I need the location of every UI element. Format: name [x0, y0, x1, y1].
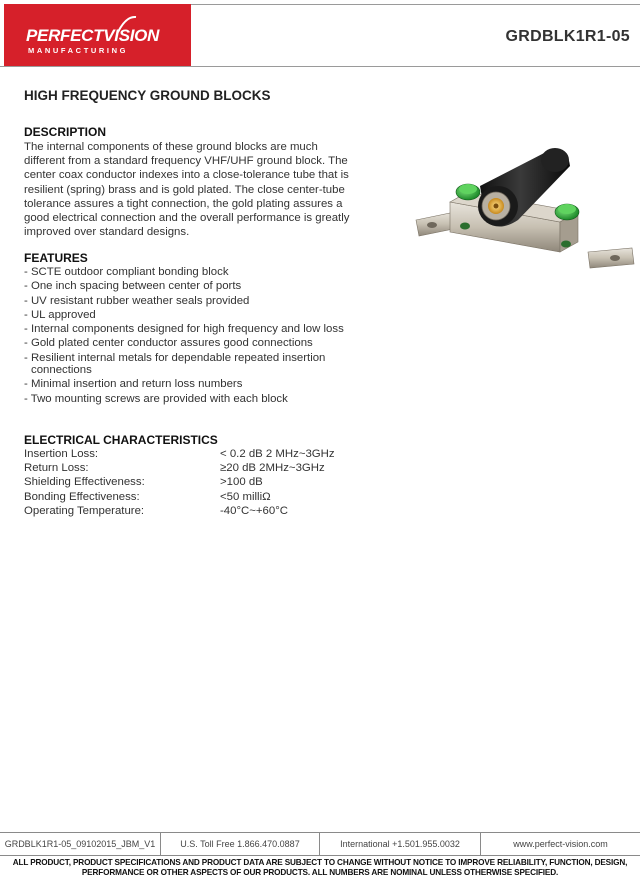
feature-item: - Resilient internal metals for dependable repeated insertion connections [24, 351, 326, 377]
brand-subtitle: MANUFACTURING [28, 46, 129, 55]
description-section [24, 125, 354, 239]
electrical-heading: ELECTRICAL CHARACTERISTICS [24, 433, 218, 447]
table-row [24, 461, 335, 475]
electrical-section [24, 433, 424, 518]
disclaimer: ALL PRODUCT, PRODUCT SPECIFICATIONS AND PRODUCT DATA ARE SUBJECT TO CHANGE WITHOUT NOTICE TO IMPROVE RELIABILITY, FUNCTION, DESIGN, PERFORMANCE OR OTHER ASPECTS OF OUR PRODUCTS. ALL NUMBERS ARE NOMINAL UNLESS OTHERWISE SPECIFIED. [12, 858, 628, 877]
page-footer [0, 832, 640, 856]
feature-item: - Gold plated center conductor assures good connections [24, 337, 313, 350]
spec-label: Shielding Effectiveness: [24, 476, 145, 489]
features-section [24, 251, 354, 407]
footer-doc-id: GRDBLK1R1-05_09102015_JBM_V1 [4, 839, 156, 849]
feature-item: - Minimal insertion and return loss numbers [24, 378, 243, 391]
features-heading: FEATURES [24, 251, 88, 265]
description-body: The internal components of these ground blocks are much different from a standard frequency VHF/UHF ground block. The center coax conductor indexes into a close-tolerance tube that is resilient (spring) brass and is gold plated. The close center-tube tolerance assures a tight connection, the gold plating assures a good electrical connection and the overall performance is greatly improved over standard designs. [24, 141, 350, 239]
footer-toll-free: U.S. Toll Free 1.866.470.0887 [180, 839, 300, 849]
page-header [0, 0, 640, 68]
brand-logo [4, 4, 191, 66]
spec-label: Bonding Effectiveness: [24, 490, 140, 503]
table-row [24, 475, 335, 489]
brand-name: PERFECTVISION [26, 26, 160, 45]
spec-value: >100 dB [220, 476, 263, 489]
spec-value: < 0.2 dB 2 MHz~3GHz [220, 448, 335, 460]
footer-international: International +1.501.955.0032 [340, 839, 460, 849]
feature-item: - UL approved [24, 308, 96, 321]
spec-label: Insertion Loss: [24, 448, 99, 460]
spec-value: ≥20 dB 2MHz~3GHz [220, 462, 325, 475]
footer-website-link[interactable]: www.perfect-vision.com [513, 839, 608, 849]
spec-label: Operating Temperature: [24, 504, 145, 517]
header-bottom-rule [0, 66, 640, 67]
spec-label: Return Loss: [24, 462, 89, 475]
feature-item: - Internal components designed for high frequency and low loss [24, 323, 344, 336]
spec-value: -40°C~+60°C [220, 504, 288, 517]
page-title: HIGH FREQUENCY GROUND BLOCKS [24, 88, 271, 103]
feature-item: - One inch spacing between center of ports [24, 280, 242, 293]
spec-value: <50 milliΩ [220, 490, 271, 503]
description-heading: DESCRIPTION [24, 125, 107, 139]
feature-item: - UV resistant rubber weather seals provided [24, 294, 250, 307]
table-row [24, 490, 335, 504]
feature-list [24, 266, 354, 405]
product-image [410, 140, 640, 280]
spec-table [24, 447, 335, 518]
table-row [24, 504, 335, 518]
feature-item: - Two mounting screws are provided with each block [24, 392, 288, 405]
feature-item: - SCTE outdoor compliant bonding block [24, 266, 229, 278]
header-top-rule [191, 4, 640, 5]
table-row [24, 447, 335, 461]
part-number: GRDBLK1R1-05 [505, 28, 630, 45]
